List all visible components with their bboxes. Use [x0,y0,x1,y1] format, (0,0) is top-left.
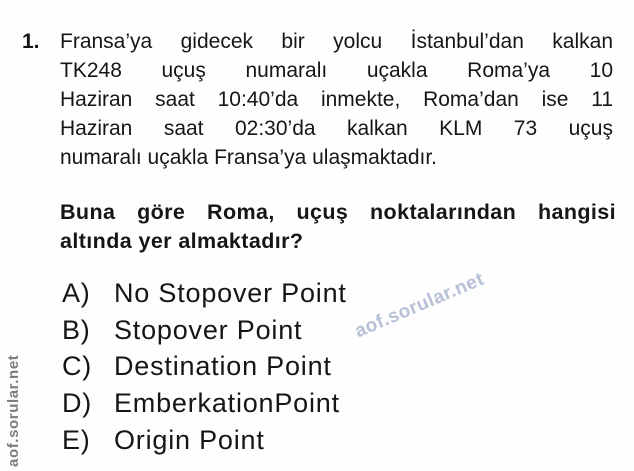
option-letter: D) [62,388,93,418]
option-text: Origin Point [114,425,265,455]
question-body-line: numaralı uçakla Fransa’ya ulaşmaktadır. [60,146,438,169]
watermark-diagonal: aof.sorular.net [351,268,488,343]
question-body [60,27,613,172]
question-prompt-line: Buna göre Roma, uçuş noktalarından hangisi [60,200,616,224]
question-body-line: Haziran saat 10:40’da inmekte, Roma’dan ise 11 [60,88,613,111]
question-number: 1. [22,30,40,53]
option-row-c [62,351,332,382]
option-letter: A) [62,278,91,308]
option-row-d [62,388,340,419]
question-body-line: Fransa’ya gidecek bir yolcu İstanbul’dan kalkan [60,30,613,53]
question-body-line: Haziran saat 02:30’da kalkan KLM 73 uçuş [60,117,613,140]
watermark-vertical: aof.sorular.net [5,354,22,467]
option-row-b [62,315,302,346]
question-prompt-line: altında yer almaktadır? [60,229,304,253]
option-text: No Stopover Point [114,278,347,308]
option-letter: C) [62,351,93,381]
option-row-a [62,278,347,309]
option-text: Stopover Point [114,315,303,345]
option-text: EmberkationPoint [114,388,340,418]
option-letter: B) [62,315,91,345]
option-letter: E) [62,425,91,455]
question-prompt [60,198,616,256]
option-text: Destination Point [114,351,332,381]
question-body-line: TK248 uçuş numaralı uçakla Roma’ya 10 [60,59,613,82]
option-row-e [62,425,265,456]
